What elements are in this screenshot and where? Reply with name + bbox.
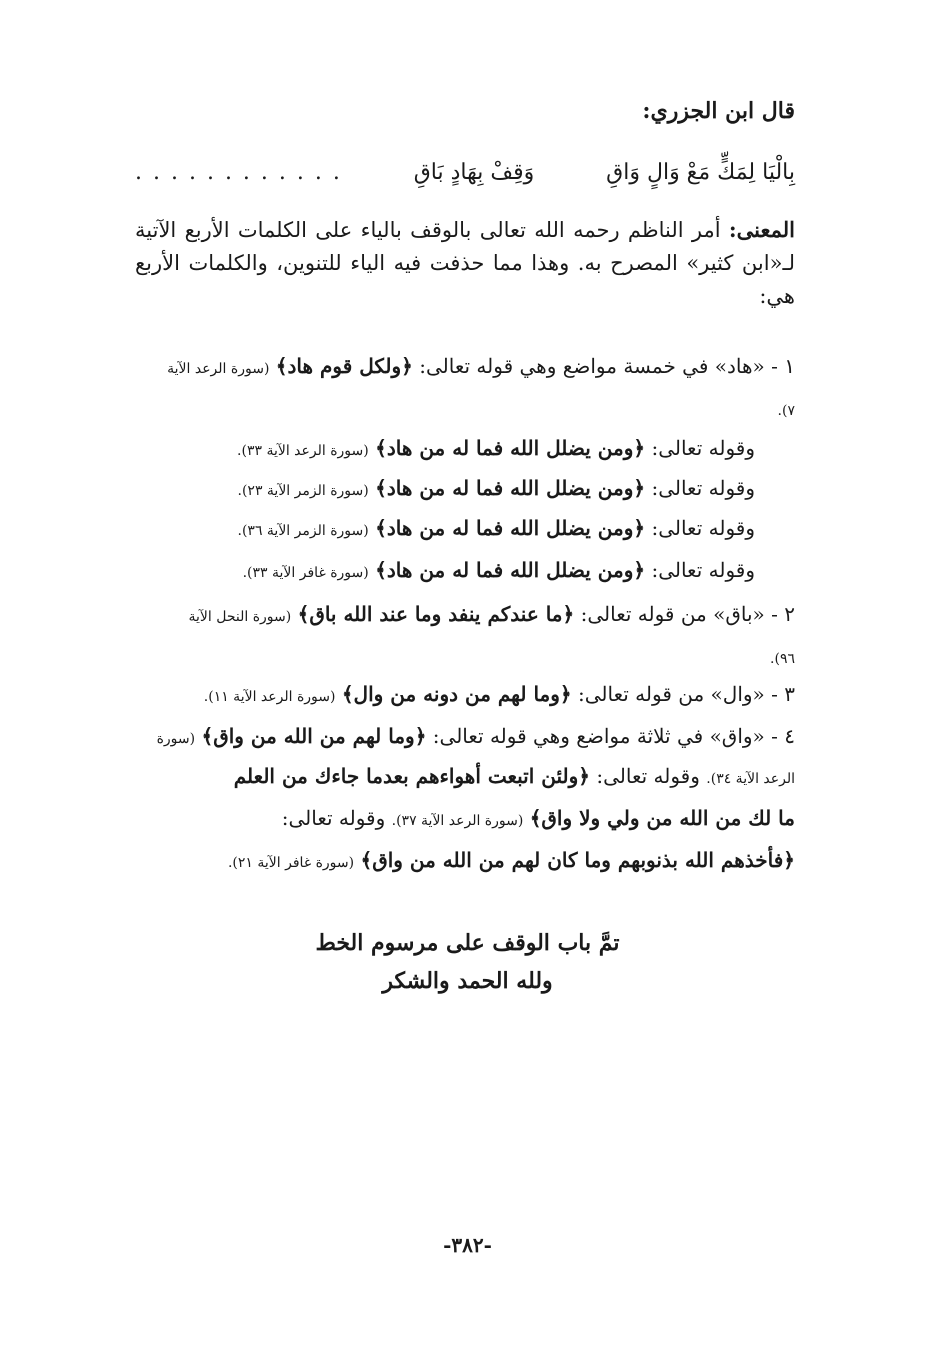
surah-reference: (سورة الزمر الآية ٣٦). <box>237 523 369 539</box>
page-number: -٣٨٢- <box>443 1233 492 1257</box>
heading: قال ابن الجزري: <box>642 98 795 124</box>
item-lead: ٢ - «باق» من قوله تعالى: <box>580 602 795 626</box>
surah-reference: (سورة <box>156 731 196 747</box>
meaning-paragraph <box>135 213 795 313</box>
quran-quote: ﴿ومن يضلل الله فما له من هاد﴾ <box>375 476 646 500</box>
quran-quote: ﴿وما لهم من الله من واق﴾ <box>201 724 427 748</box>
quran-quote: ﴿وما لهم من دونه من وال﴾ <box>341 682 572 706</box>
quran-quote: ﴿ولكل قوم هاد﴾ <box>275 354 413 378</box>
verse-first-hemistich: وَقِفْ بِهَادٍ بَاقِ <box>413 160 535 185</box>
item-4-line-2 <box>135 764 795 788</box>
item-4-line-4 <box>135 848 795 872</box>
quran-quote: ﴿ولئن اتبعت أهواءهم بعدما جاءك من العلم <box>233 764 590 788</box>
quran-quote: ﴿ومن يضلل الله فما له من هاد﴾ <box>375 436 646 460</box>
surah-reference: (سورة غافر الآية ٣٣). <box>242 565 369 581</box>
quran-quote: ﴿ما عندكم ينفد وما عند الله باق﴾ <box>297 602 575 626</box>
item-1-sub-4 <box>135 558 755 582</box>
surah-reference: (سورة الرعد الآية ٣٣). <box>237 443 369 459</box>
item-1-sub-1 <box>135 436 755 460</box>
surah-reference: (سورة غافر الآية ٢١). <box>227 855 355 871</box>
poem-verse <box>135 160 795 185</box>
sub-lead: وقوله تعالى: <box>651 516 755 540</box>
surah-reference: ٩٦). <box>770 651 795 667</box>
item-lead: ٤ - «واق» في ثلاثة مواضع وهي قوله تعالى: <box>432 724 795 748</box>
surah-reference: (سورة الرعد الآية <box>167 361 270 377</box>
item-3-line <box>135 682 795 706</box>
sub-lead: وقوله تعالى: <box>651 476 755 500</box>
item-lead: ١ - «هاد» في خمسة مواضع وهي قوله تعالى: <box>419 354 795 378</box>
quran-quote: ﴿فأخذهم الله بذنوبهم وما كان لهم من الله من واق﴾ <box>360 848 795 872</box>
closing-line-1: تمَّ باب الوقف على مرسوم الخط <box>315 930 620 956</box>
item-1-line-2 <box>135 396 795 420</box>
meaning-label: المعنى: <box>728 217 795 242</box>
closing-line-2: ولله الحمد والشكر <box>382 968 553 994</box>
sub-lead: وقوله تعالى: <box>651 436 755 460</box>
sub-lead: وقوله تعالى: <box>596 764 700 788</box>
item-1-sub-3 <box>135 516 755 540</box>
item-2-line-1 <box>135 602 795 626</box>
verse-dots: . . . . . . . . . . . . <box>135 160 342 185</box>
surah-reference: (سورة الزمر الآية ٢٣). <box>237 483 369 499</box>
surah-reference: (سورة النحل الآية <box>188 609 292 625</box>
surah-reference: ٧). <box>777 403 795 419</box>
verse-second-hemistich: بِالْيَا لِمَكٍّ مَعْ وَالٍ وَاقِ <box>606 160 795 185</box>
surah-reference: (سورة الرعد الآية ١١). <box>203 689 336 705</box>
meaning-text: أمر الناظم رحمه الله تعالى بالوقف بالياء على الكلمات الأربع الآتية لـ«ابن كثير» المصرح به. وهذا مما حذفت فيه الياء للتنوين، والكلمات الأربع هي: <box>135 218 795 308</box>
item-1-line-1 <box>135 354 795 378</box>
item-lead: ٣ - «وال» من قوله تعالى: <box>578 682 795 706</box>
item-2-line-2 <box>135 644 795 668</box>
sub-lead: وقوله تعالى: <box>651 558 755 582</box>
surah-reference: (سورة الرعد الآية ٣٧). <box>391 813 524 829</box>
quran-quote: ﴿ومن يضلل الله فما له من هاد﴾ <box>375 516 646 540</box>
quran-quote: ما لك من الله من ولي ولا واق﴾ <box>529 806 795 830</box>
item-4-line-1 <box>135 724 795 748</box>
item-4-line-3 <box>135 806 795 830</box>
sub-lead: وقوله تعالى: <box>281 806 386 830</box>
item-1-sub-2 <box>135 476 755 500</box>
surah-reference: الرعد الآية ٣٤). <box>706 771 795 787</box>
quran-quote: ﴿ومن يضلل الله فما له من هاد﴾ <box>375 558 646 582</box>
